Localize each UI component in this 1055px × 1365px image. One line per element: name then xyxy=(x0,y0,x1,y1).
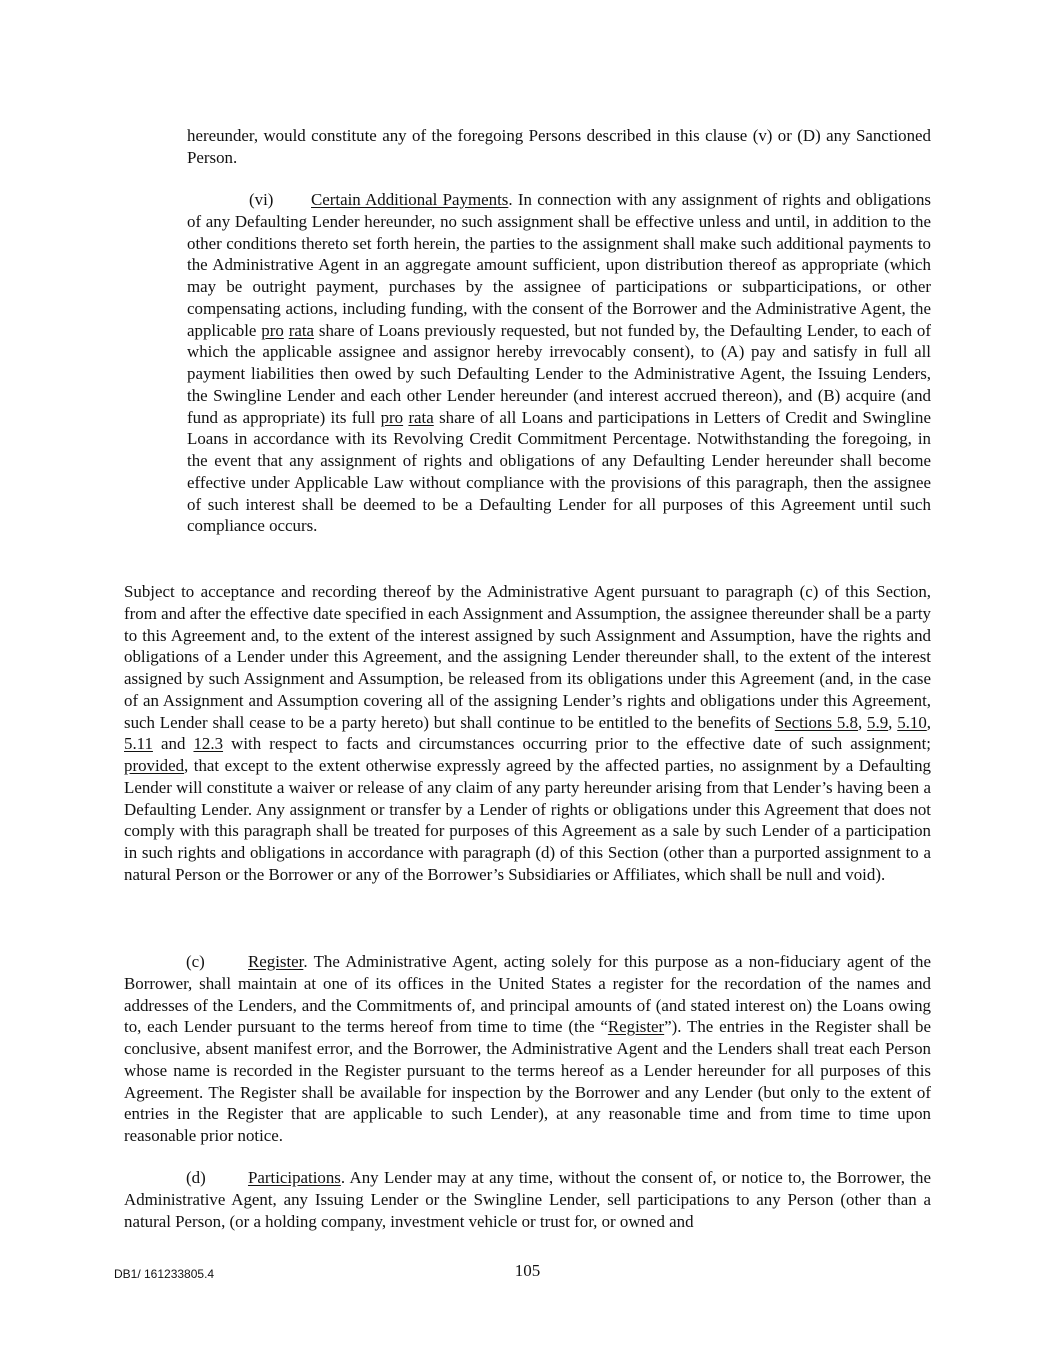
clause-number: (vi) xyxy=(249,190,274,209)
separator: , xyxy=(888,712,898,732)
paragraph-subject-to-acceptance xyxy=(124,581,931,886)
term-pro: pro xyxy=(380,407,404,427)
separator: , xyxy=(857,712,868,732)
paragraph-continuation xyxy=(187,125,931,169)
paragraph-text: Subject to acceptance and recording thereof by the Administrative Agent pursuant to paragraph (c) of this Section, from and after the effective date specified in each Assignment and Assumption, the assignee thereunder shall be a party to this Agreement and, to the extent of the interest assigned by such Assignment and Assumption, have the rights and obligations of a Lender under this Agreement, and the assigning Lender thereunder shall, to the extent of the interest assigned by such Assignment and Assumption, be released from its obligations under this Agreement (and, in the case of an Assignment and Assumption covering all of the assigning Lender’s rights and obligations under this Agreement, such Lender shall cease to be a party hereto) but shall continue to be entitled to the benefits of xyxy=(124,582,931,732)
clause-text: share of Loans previously requested, but not funded by, the Defaulting Lender, to each of which the applicable assignee and assignor hereby irrevocably consent), to (A) pay and satisfy in full all payment liabilities then owed by such Defaulting Lender to the Administrative Agent, the Issuing Lenders, the Swingline Lender and each other Lender hereunder (and interest accrued thereon), and (B) acquire (and fund as appropriate) its full xyxy=(187,320,931,427)
paragraph-c-register xyxy=(124,951,931,1147)
separator: , xyxy=(926,712,932,732)
clause-number: (c) xyxy=(186,952,205,971)
term-provided: provided xyxy=(124,756,185,775)
clause-number: (d) xyxy=(186,1168,206,1187)
defined-term: Register xyxy=(607,1017,665,1037)
clause-text: . Any Lender may at any time, without the consent of, or notice to, the Borrower, the Administrative Agent, any Issuing Lender or the Swingline Lender, sell participations to any Person (other than a natural Person, (or a holding company, investment vehicle or trust for, or owned and xyxy=(124,1168,931,1231)
term-pro: pro xyxy=(261,320,284,340)
clause-text: . The Administrative Agent, acting solely for this purpose as a non-fiduciary agent of the Borrower, shall maintain at one of its offices in the United States a register for the recordation of the names and addresses of the Lenders, and the Commitments of, and principal amounts of (and stated interest on) the Loans owing to, each Lender pursuant to the terms hereof from time to time (the “ xyxy=(124,952,931,1037)
clause-text: . In connection with any assignment of rights and obligations of any Defaulting Lender hereunder, no such assignment shall be effective unless and until, in addition to the other conditions thereto set forth herein, the parties to the assignment shall make such additional payments to the Administrative Agent in an aggregate amount sufficient, upon distribution thereof as appropriate (which may be outright payment, purchases by the assignee of participations or subparticipations, or other compensating actions, including funding, with the consent of the Borrower and the Administrative Agent, the applicable xyxy=(187,190,931,340)
page-number: 105 xyxy=(514,1261,541,1280)
clause-heading: Register xyxy=(248,952,304,971)
document-id: DB1/ 161233805.4 xyxy=(114,1267,215,1281)
section-reference: 5.9 xyxy=(867,712,889,732)
clause-text: share of all Loans and participations in Letters of Credit and Swingline Loans in accordance with its Revolving Credit Commitment Percentage. Notwithstanding the foregoing, in the event that any assignment of rights and obligations of any Defaulting Lender hereunder shall become effective under Applicable Law without compliance with the provisions of this paragraph, then the assignee of such interest shall be deemed to be a Defaulting Lender for all purposes of this Agreement until such compliance occurs. xyxy=(187,407,931,536)
section-reference: 12.3 xyxy=(193,734,224,754)
paragraph-text: , that except to the extent otherwise expressly agreed by the affected parties, no assignment by a Defaulting Lender will constitute a waiver or release of any claim of any party hereunder arising from that Lender’s having been a Defaulting Lender. Any assignment or transfer by a Lender of rights or obligations under this Agreement that does not comply with this paragraph shall be treated for purposes of this Agreement as a sale by such Lender of a participation in such rights and obligations in accordance with paragraph (d) of this Section (other than a purported assignment to a natural Person or the Borrower or any of the Borrower’s Subsidiaries or Affiliates, which shall be null and void). xyxy=(124,756,931,884)
clause-heading: Certain Additional Payments xyxy=(311,190,509,209)
clause-heading: Participations xyxy=(248,1168,341,1187)
clause-text: ”). The entries in the Register shall be conclusive, absent manifest error, and the Borrower, the Administrative Agent and the Lenders shall treat each Person whose name is recorded in the Register pursuant to the terms hereof as a Lender hereunder for all purposes of this Agreement. The Register shall be available for inspection by the Borrower and any Lender (but only to the extent of entries in the Register that are applicable to such Lender), at any reasonable time and from time to time upon reasonable prior notice. xyxy=(124,1017,931,1145)
continuation-text: hereunder, would constitute any of the foregoing Persons described in this clause (v) or (D) any Sanctioned Person. xyxy=(187,126,931,167)
term-rata: rata xyxy=(408,407,434,427)
section-reference: 5.10 xyxy=(897,712,927,732)
paragraph-d-participations xyxy=(124,1167,931,1232)
paragraph-text: with respect to facts and circumstances occurring prior to the effective date of such assignment; xyxy=(223,734,932,754)
separator: and xyxy=(152,734,194,754)
term-rata: rata xyxy=(288,320,315,340)
section-reference: Sections 5.8 xyxy=(774,712,858,732)
paragraph-vi xyxy=(187,189,931,537)
section-reference: 5.11 xyxy=(124,734,153,754)
